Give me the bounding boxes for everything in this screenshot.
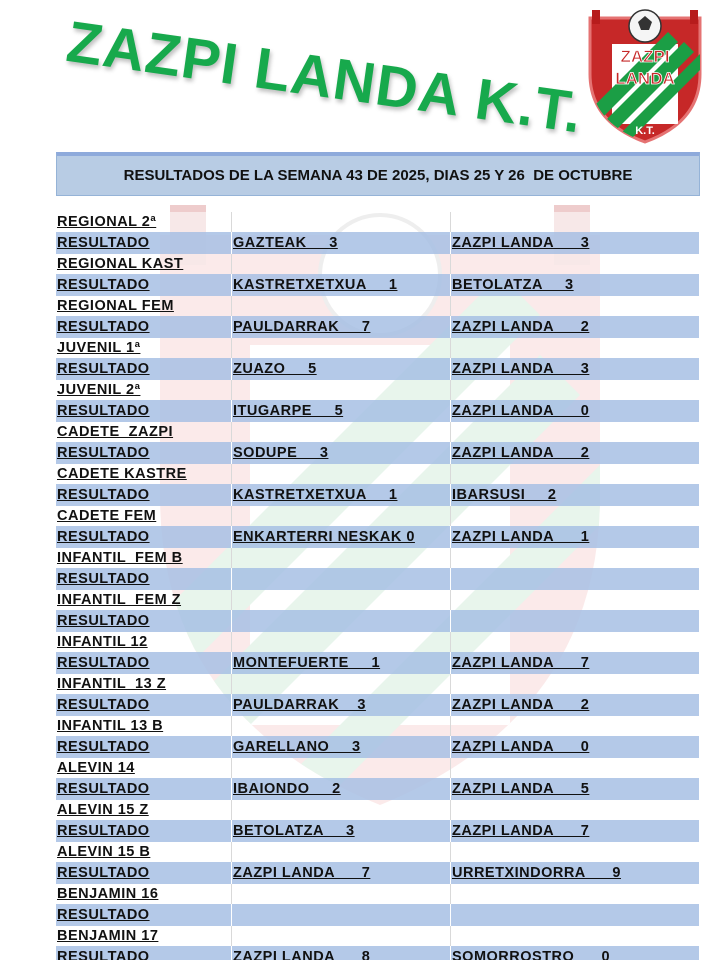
empty-cell <box>232 926 451 946</box>
empty-cell <box>232 296 451 316</box>
empty-cell <box>451 212 700 232</box>
result-label-cell <box>56 358 232 380</box>
away-team-score: BETOLATZA 3 <box>452 277 574 293</box>
category-cell <box>56 884 232 904</box>
category-row <box>56 548 700 568</box>
home-team-cell <box>232 652 451 674</box>
category-cell <box>56 212 232 232</box>
result-row <box>56 568 700 590</box>
category-row <box>56 632 700 652</box>
category-name: CADETE FEM <box>57 508 157 524</box>
category-row <box>56 212 700 232</box>
home-team-cell <box>232 820 451 842</box>
empty-cell <box>451 464 700 484</box>
category-row <box>56 842 700 862</box>
result-row <box>56 736 700 758</box>
result-label-cell <box>56 274 232 296</box>
away-team-cell <box>451 736 700 758</box>
category-cell <box>56 926 232 946</box>
home-team-cell <box>232 946 451 960</box>
empty-cell <box>451 800 700 820</box>
result-row <box>56 316 700 338</box>
home-team-score: SODUPE 3 <box>233 445 329 461</box>
empty-cell <box>232 464 451 484</box>
result-label-cell <box>56 904 232 926</box>
away-team-cell <box>451 274 700 296</box>
category-row <box>56 380 700 400</box>
result-label: RESULTADO <box>57 781 150 797</box>
empty-cell <box>232 506 451 526</box>
away-team-cell <box>451 610 700 632</box>
result-row <box>56 442 700 464</box>
result-label: RESULTADO <box>57 613 150 629</box>
category-name: INFANTIL FEM Z <box>57 592 182 608</box>
crest-text-line1: ZAZPI <box>620 47 670 66</box>
result-row <box>56 946 700 960</box>
result-label: RESULTADO <box>57 403 150 419</box>
results-table <box>56 212 700 960</box>
home-team-score: GARELLANO 3 <box>233 739 361 755</box>
category-row <box>56 884 700 904</box>
category-cell <box>56 548 232 568</box>
category-name: REGIONAL KAST <box>57 256 184 272</box>
club-crest-logo <box>584 4 706 146</box>
category-name: BENJAMIN 16 <box>57 886 159 902</box>
away-team-score: ZAZPI LANDA 0 <box>452 403 590 419</box>
empty-cell <box>232 800 451 820</box>
home-team-score: KASTRETXETXUA 1 <box>233 487 398 503</box>
empty-cell <box>232 338 451 358</box>
empty-cell <box>232 632 451 652</box>
home-team-cell <box>232 526 451 548</box>
empty-cell <box>451 884 700 904</box>
result-label-cell <box>56 736 232 758</box>
home-team-cell <box>232 778 451 800</box>
home-team-score: KASTRETXETXUA 1 <box>233 277 398 293</box>
category-name: INFANTIL 12 <box>57 634 148 650</box>
empty-cell <box>451 758 700 778</box>
home-team-score: MONTEFUERTE 1 <box>233 655 381 671</box>
away-team-score: ZAZPI LANDA 7 <box>452 655 590 671</box>
empty-cell <box>451 590 700 610</box>
category-name: JUVENIL 1ª <box>57 340 141 356</box>
category-name: CADETE ZAZPI <box>57 424 174 440</box>
result-label-cell <box>56 568 232 590</box>
empty-cell <box>451 254 700 274</box>
home-team-score: ZUAZO 5 <box>233 361 317 377</box>
category-name: INFANTIL 13 B <box>57 718 164 734</box>
home-team-score: ITUGARPE 5 <box>233 403 344 419</box>
category-cell <box>56 800 232 820</box>
result-label: RESULTADO <box>57 865 150 881</box>
category-name: ALEVIN 15 Z <box>57 802 149 818</box>
home-team-cell <box>232 484 451 506</box>
away-team-score: ZAZPI LANDA 0 <box>452 739 590 755</box>
result-label: RESULTADO <box>57 739 150 755</box>
category-cell <box>56 254 232 274</box>
empty-cell <box>451 716 700 736</box>
away-team-cell <box>451 820 700 842</box>
away-team-score: ZAZPI LANDA 5 <box>452 781 590 797</box>
empty-cell <box>232 884 451 904</box>
result-label-cell <box>56 610 232 632</box>
category-cell <box>56 632 232 652</box>
results-banner <box>56 152 700 196</box>
away-team-score: URRETXINDORRA 9 <box>452 865 621 881</box>
away-team-cell <box>451 946 700 960</box>
category-name: INFANTIL FEM B <box>57 550 183 566</box>
empty-cell <box>451 548 700 568</box>
empty-cell <box>451 422 700 442</box>
empty-cell <box>451 296 700 316</box>
empty-cell <box>232 422 451 442</box>
results-banner-text: RESULTADOS DE LA SEMANA 43 DE 2025, DIAS 25 Y 26 DE OCTUBRE <box>123 167 633 184</box>
result-label: RESULTADO <box>57 277 150 293</box>
home-team-cell <box>232 274 451 296</box>
result-label: RESULTADO <box>57 949 150 960</box>
away-team-cell <box>451 904 700 926</box>
result-label-cell <box>56 484 232 506</box>
home-team-score: GAZTEAK 3 <box>233 235 338 251</box>
category-name: ALEVIN 14 <box>57 760 135 776</box>
category-row <box>56 422 700 442</box>
category-cell <box>56 422 232 442</box>
away-team-cell <box>451 232 700 254</box>
result-label-cell <box>56 442 232 464</box>
category-row <box>56 758 700 778</box>
away-team-score: IBARSUSI 2 <box>452 487 557 503</box>
home-team-cell <box>232 610 451 632</box>
away-team-cell <box>451 526 700 548</box>
category-cell <box>56 380 232 400</box>
category-name: REGIONAL 2ª <box>57 214 157 230</box>
away-team-cell <box>451 400 700 422</box>
category-row <box>56 296 700 316</box>
home-team-score: ZAZPI LANDA 8 <box>233 949 371 960</box>
result-label-cell <box>56 820 232 842</box>
empty-cell <box>451 632 700 652</box>
result-row <box>56 610 700 632</box>
result-row <box>56 694 700 716</box>
away-team-score: ZAZPI LANDA 2 <box>452 319 590 335</box>
category-cell <box>56 716 232 736</box>
empty-cell <box>232 548 451 568</box>
empty-cell <box>451 842 700 862</box>
result-label: RESULTADO <box>57 319 150 335</box>
home-team-score: BETOLATZA 3 <box>233 823 355 839</box>
category-cell <box>56 338 232 358</box>
away-team-cell <box>451 862 700 884</box>
result-row <box>56 232 700 254</box>
home-team-cell <box>232 904 451 926</box>
home-team-cell <box>232 316 451 338</box>
category-name: CADETE KASTRE <box>57 466 187 482</box>
result-label-cell <box>56 400 232 422</box>
away-team-score: ZAZPI LANDA 3 <box>452 361 590 377</box>
category-row <box>56 716 700 736</box>
result-row <box>56 484 700 506</box>
result-label-cell <box>56 316 232 338</box>
result-label: RESULTADO <box>57 445 150 461</box>
home-team-cell <box>232 736 451 758</box>
category-row <box>56 254 700 274</box>
category-row <box>56 464 700 484</box>
category-name: BENJAMIN 17 <box>57 928 159 944</box>
empty-cell <box>232 590 451 610</box>
result-row <box>56 526 700 548</box>
result-label-cell <box>56 694 232 716</box>
result-label: RESULTADO <box>57 571 150 587</box>
result-label-cell <box>56 946 232 960</box>
empty-cell <box>232 758 451 778</box>
category-cell <box>56 674 232 694</box>
result-label: RESULTADO <box>57 655 150 671</box>
club-title: ZAZPI LANDA K.T. <box>62 8 587 146</box>
category-name: INFANTIL 13 Z <box>57 676 167 692</box>
category-name: JUVENIL 2ª <box>57 382 141 398</box>
empty-cell <box>232 716 451 736</box>
category-row <box>56 506 700 526</box>
away-team-score: SOMORROSTRO 0 <box>452 949 611 960</box>
away-team-cell <box>451 442 700 464</box>
empty-cell <box>451 926 700 946</box>
home-team-score: PAULDARRAK 7 <box>233 319 371 335</box>
home-team-score: IBAIONDO 2 <box>233 781 341 797</box>
home-team-cell <box>232 568 451 590</box>
result-row <box>56 274 700 296</box>
away-team-cell <box>451 694 700 716</box>
category-cell <box>56 842 232 862</box>
result-row <box>56 652 700 674</box>
away-team-cell <box>451 484 700 506</box>
home-team-cell <box>232 400 451 422</box>
result-label: RESULTADO <box>57 907 150 923</box>
result-label-cell <box>56 526 232 548</box>
empty-cell <box>232 212 451 232</box>
result-label: RESULTADO <box>57 697 150 713</box>
away-team-cell <box>451 652 700 674</box>
result-row <box>56 820 700 842</box>
result-label: RESULTADO <box>57 529 150 545</box>
result-label-cell <box>56 232 232 254</box>
result-row <box>56 778 700 800</box>
home-team-cell <box>232 358 451 380</box>
away-team-score: ZAZPI LANDA 3 <box>452 235 590 251</box>
empty-cell <box>451 380 700 400</box>
category-row <box>56 674 700 694</box>
home-team-cell <box>232 232 451 254</box>
away-team-cell <box>451 316 700 338</box>
empty-cell <box>232 380 451 400</box>
home-team-cell <box>232 862 451 884</box>
home-team-score: ZAZPI LANDA 7 <box>233 865 371 881</box>
empty-cell <box>451 506 700 526</box>
result-label-cell <box>56 652 232 674</box>
category-name: ALEVIN 15 B <box>57 844 151 860</box>
home-team-cell <box>232 694 451 716</box>
result-label: RESULTADO <box>57 235 150 251</box>
result-label: RESULTADO <box>57 823 150 839</box>
category-row <box>56 338 700 358</box>
away-team-cell <box>451 778 700 800</box>
result-row <box>56 400 700 422</box>
empty-cell <box>232 842 451 862</box>
away-team-score: ZAZPI LANDA 2 <box>452 697 590 713</box>
category-cell <box>56 758 232 778</box>
category-row <box>56 590 700 610</box>
crest-text-line2: LANDA <box>615 69 675 88</box>
empty-cell <box>232 254 451 274</box>
home-team-cell <box>232 442 451 464</box>
result-row <box>56 904 700 926</box>
result-row <box>56 358 700 380</box>
home-team-score: PAULDARRAK 3 <box>233 697 366 713</box>
result-row <box>56 862 700 884</box>
away-team-score: ZAZPI LANDA 1 <box>452 529 590 545</box>
result-label-cell <box>56 862 232 884</box>
empty-cell <box>451 674 700 694</box>
category-cell <box>56 296 232 316</box>
category-cell <box>56 590 232 610</box>
category-row <box>56 926 700 946</box>
category-row <box>56 800 700 820</box>
result-label: RESULTADO <box>57 487 150 503</box>
empty-cell <box>451 338 700 358</box>
away-team-cell <box>451 568 700 590</box>
category-cell <box>56 464 232 484</box>
empty-cell <box>232 674 451 694</box>
away-team-cell <box>451 358 700 380</box>
away-team-score: ZAZPI LANDA 7 <box>452 823 590 839</box>
home-team-score: ENKARTERRI NESKAK 0 <box>233 529 415 545</box>
crest-text-line3: K.T. <box>635 125 655 137</box>
away-team-score: ZAZPI LANDA 2 <box>452 445 590 461</box>
result-label-cell <box>56 778 232 800</box>
category-name: REGIONAL FEM <box>57 298 174 314</box>
category-cell <box>56 506 232 526</box>
result-label: RESULTADO <box>57 361 150 377</box>
